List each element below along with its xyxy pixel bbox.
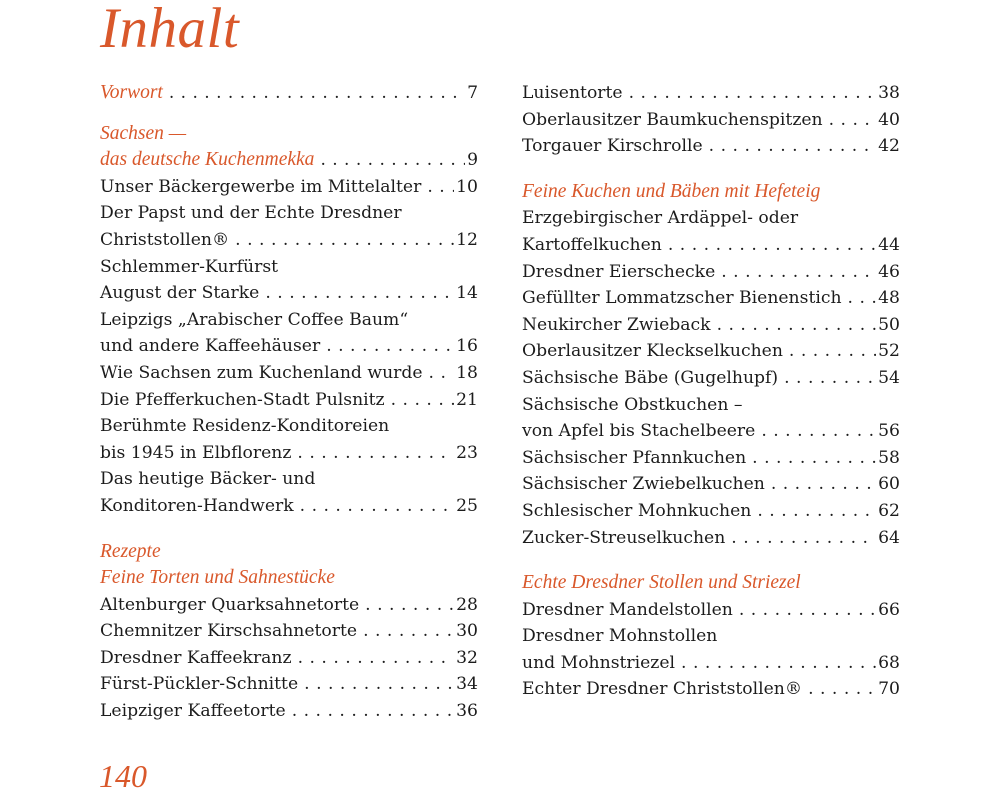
toc-entry[interactable] bbox=[522, 623, 900, 650]
toc-page-number: 18 bbox=[456, 362, 478, 383]
toc-page-number: 36 bbox=[456, 701, 478, 722]
toc-page-number: 38 bbox=[878, 83, 900, 103]
toc-entry[interactable] bbox=[100, 254, 478, 281]
toc-entry[interactable] bbox=[100, 440, 478, 467]
leader-dots bbox=[681, 650, 876, 677]
toc-entry-title: Leipzigs „Arabischer Coffee Baum“ bbox=[100, 309, 409, 330]
toc-entry[interactable] bbox=[522, 365, 900, 392]
toc-entry[interactable] bbox=[522, 338, 900, 365]
toc-page-number: 48 bbox=[878, 288, 900, 309]
toc-entry-title: Schlesischer Mohnkuchen bbox=[522, 500, 752, 521]
toc-page-number: 42 bbox=[878, 136, 900, 157]
toc-entry[interactable] bbox=[522, 418, 900, 445]
toc-entry[interactable] bbox=[522, 205, 900, 232]
toc-entry-title: Unser Bäckergewerbe im Mittelalter bbox=[100, 176, 422, 197]
toc-entry[interactable] bbox=[100, 227, 478, 254]
toc-entry[interactable] bbox=[100, 200, 478, 227]
toc-entry[interactable] bbox=[522, 471, 900, 498]
toc-entry-title: Dresdner Kaffeekranz bbox=[100, 647, 292, 668]
toc-right-column bbox=[522, 80, 900, 703]
toc-entry-title: Erzgebirgischer Ardäppel- oder bbox=[522, 208, 799, 229]
toc-entry[interactable] bbox=[100, 387, 478, 414]
leader-dots bbox=[427, 174, 454, 201]
toc-entry[interactable] bbox=[522, 232, 900, 259]
toc-section-hefeteig bbox=[522, 205, 900, 551]
toc-entry-title: Fürst-Pückler-Schnitte bbox=[100, 674, 299, 695]
leader-dots bbox=[326, 333, 454, 360]
toc-page-number: 66 bbox=[878, 599, 900, 620]
toc-entry-title: Leipziger Kaffeetorte bbox=[100, 701, 286, 722]
leader-dots bbox=[365, 592, 454, 619]
toc-heading-hefeteig[interactable]: Feine Kuchen und Bäben mit Hefeteig bbox=[522, 180, 821, 202]
leader-dots bbox=[784, 365, 876, 392]
toc-entry[interactable] bbox=[522, 650, 900, 677]
toc-page-number: 30 bbox=[456, 621, 478, 642]
leader-dots bbox=[721, 259, 876, 286]
toc-entry-title: Kartoffelkuchen bbox=[522, 234, 662, 255]
toc-entry[interactable] bbox=[100, 466, 478, 493]
toc-heading-rezepte[interactable]: Rezepte bbox=[100, 540, 161, 562]
toc-entry[interactable] bbox=[522, 597, 900, 624]
toc-page-number: 32 bbox=[456, 647, 478, 668]
toc-section-torten bbox=[100, 592, 478, 725]
leader-dots bbox=[235, 227, 454, 254]
toc-page-number: 52 bbox=[878, 341, 900, 362]
leader-dots bbox=[717, 312, 877, 339]
toc-page-number: 28 bbox=[456, 594, 478, 615]
toc-page-number: 12 bbox=[456, 229, 478, 250]
toc-entry-title: Oberlausitzer Baumkuchenspitzen bbox=[522, 109, 823, 130]
leader-dots bbox=[848, 285, 877, 312]
toc-heading-vorwort[interactable] bbox=[100, 80, 478, 107]
toc-entry[interactable] bbox=[100, 592, 478, 619]
toc-page-number: 40 bbox=[878, 109, 900, 130]
leader-dots bbox=[757, 498, 876, 525]
toc-entry-title: von Apfel bis Stachelbeere bbox=[522, 421, 756, 442]
toc-entry[interactable] bbox=[100, 493, 478, 520]
toc-entry-title: Dresdner Mohnstollen bbox=[522, 626, 718, 647]
toc-page-number: 16 bbox=[456, 336, 478, 357]
toc-entry-title: bis 1945 in Elbflorenz bbox=[100, 442, 292, 463]
toc-page-number: 58 bbox=[878, 447, 900, 468]
leader-dots bbox=[829, 107, 877, 134]
toc-entry[interactable] bbox=[522, 392, 900, 419]
toc-page-number: 21 bbox=[456, 389, 478, 410]
toc-entry[interactable] bbox=[100, 333, 478, 360]
toc-entry[interactable] bbox=[522, 285, 900, 312]
toc-entry-title: August der Starke bbox=[100, 283, 260, 304]
toc-entry-title: Zucker-Streuselkuchen bbox=[522, 527, 726, 548]
toc-page-number: 34 bbox=[456, 674, 478, 695]
toc-page-number: 25 bbox=[456, 495, 478, 516]
toc-page-number: 70 bbox=[878, 679, 900, 700]
toc-entry-title: Christstollen® bbox=[100, 229, 230, 250]
toc-entry[interactable] bbox=[100, 307, 478, 334]
toc-page-number: 23 bbox=[456, 442, 478, 463]
toc-page-number: 44 bbox=[878, 234, 900, 255]
toc-page-number: 9 bbox=[467, 150, 478, 171]
toc-page-number: 7 bbox=[467, 83, 478, 103]
leader-dots bbox=[304, 671, 454, 698]
leader-dots bbox=[300, 493, 454, 520]
toc-page-number: 54 bbox=[878, 367, 900, 388]
leader-dots bbox=[297, 440, 454, 467]
leader-dots bbox=[320, 147, 465, 174]
leader-dots bbox=[731, 525, 876, 552]
toc-heading-torten[interactable]: Feine Torten und Sahnestücke bbox=[100, 567, 335, 589]
toc-entry[interactable] bbox=[100, 360, 478, 387]
toc-entry-title: Die Pfefferkuchen-Stadt Pulsnitz bbox=[100, 389, 385, 410]
leader-dots bbox=[789, 338, 876, 365]
toc-entry-title: Dresdner Eierschecke bbox=[522, 261, 716, 282]
toc-entry[interactable] bbox=[522, 525, 900, 552]
leader-dots bbox=[771, 471, 876, 498]
toc-entry-title: Der Papst und der Echte Dresdner bbox=[100, 203, 402, 224]
toc-page-number: 60 bbox=[878, 474, 900, 495]
leader-dots bbox=[752, 445, 876, 472]
page-title: Inhalt bbox=[100, 0, 240, 60]
toc-entry-title: Neukircher Zwieback bbox=[522, 314, 711, 335]
toc-page-number: 46 bbox=[878, 261, 900, 282]
toc-entry-title: Chemnitzer Kirschsahnetorte bbox=[100, 621, 358, 642]
toc-entry-title: Echter Dresdner Christstollen® bbox=[522, 679, 803, 700]
toc-entry-title: Oberlausitzer Kleckselkuchen bbox=[522, 341, 783, 362]
toc-page-number: 68 bbox=[878, 652, 900, 673]
leader-dots bbox=[629, 80, 877, 107]
leader-dots bbox=[363, 618, 454, 645]
toc-heading-stollen[interactable]: Echte Dresdner Stollen und Striezel bbox=[522, 572, 801, 594]
toc-entry[interactable] bbox=[522, 498, 900, 525]
toc-page-number: 10 bbox=[456, 176, 478, 197]
toc-entry[interactable] bbox=[100, 413, 478, 440]
page-number: 140 bbox=[99, 758, 147, 794]
toc-entry-title: Dresdner Mandelstollen bbox=[522, 599, 733, 620]
toc-entry-title: und Mohnstriezel bbox=[522, 652, 676, 673]
toc-entry-title: Torgauer Kirschrolle bbox=[522, 136, 703, 157]
toc-entry[interactable] bbox=[100, 698, 478, 725]
leader-dots bbox=[298, 645, 455, 672]
toc-heading-label: das deutsche Kuchenmekka bbox=[100, 149, 315, 171]
toc-page-number: 14 bbox=[456, 283, 478, 304]
leader-dots bbox=[808, 676, 876, 703]
toc-entry[interactable] bbox=[522, 676, 900, 703]
toc-section-stollen bbox=[522, 597, 900, 703]
toc-heading-sachsen[interactable]: Sachsen — bbox=[100, 122, 187, 144]
toc-entry-title: Wie Sachsen zum Kuchenland wurde bbox=[100, 362, 423, 383]
toc-entry[interactable] bbox=[522, 259, 900, 286]
leader-dots bbox=[739, 597, 876, 624]
leader-dots bbox=[265, 280, 454, 307]
toc-page-number: 62 bbox=[878, 500, 900, 521]
toc-page-number: 50 bbox=[878, 314, 900, 335]
toc-left-column bbox=[100, 80, 478, 725]
toc-entry-title: Altenburger Quarksahnetorte bbox=[100, 594, 360, 615]
leader-dots bbox=[292, 698, 454, 725]
toc-heading-kuchenmekka[interactable] bbox=[100, 147, 478, 174]
leader-dots bbox=[429, 360, 455, 387]
toc-entry[interactable] bbox=[100, 618, 478, 645]
toc-section-sachsen bbox=[100, 174, 478, 520]
leader-dots bbox=[668, 232, 876, 259]
toc-entry[interactable] bbox=[100, 174, 478, 201]
toc-entry-title: Sächsische Obstkuchen – bbox=[522, 394, 743, 415]
toc-entry-title: Sächsischer Pfannkuchen bbox=[522, 447, 747, 468]
toc-entry[interactable] bbox=[100, 645, 478, 672]
toc-entry[interactable] bbox=[522, 445, 900, 472]
toc-entry[interactable] bbox=[522, 80, 900, 107]
toc-entry[interactable] bbox=[522, 133, 900, 160]
leader-dots bbox=[169, 80, 465, 107]
leader-dots bbox=[391, 387, 455, 414]
leader-dots bbox=[709, 133, 876, 160]
toc-heading-label: Vorwort bbox=[100, 82, 163, 103]
toc-entry-title: Sächsischer Zwiebelkuchen bbox=[522, 474, 765, 495]
toc-page-number: 64 bbox=[878, 527, 900, 548]
toc-entry-title: Gefüllter Lommatzscher Bienenstich bbox=[522, 288, 842, 309]
toc-page-number: 56 bbox=[878, 421, 900, 442]
toc-entry-title: und andere Kaffeehäuser bbox=[100, 336, 321, 357]
toc-entry-title: Schlemmer-Kurfürst bbox=[100, 256, 279, 277]
toc-entry-title: Luisentorte bbox=[522, 83, 623, 103]
toc-entry[interactable] bbox=[522, 107, 900, 134]
toc-section-torten-continued bbox=[522, 80, 900, 160]
toc-entry[interactable] bbox=[100, 671, 478, 698]
toc-entry-title: Konditoren-Handwerk bbox=[100, 495, 294, 516]
leader-dots bbox=[761, 418, 876, 445]
toc-entry-title: Das heutige Bäcker- und bbox=[100, 469, 316, 490]
toc-entry-title: Sächsische Bäbe (Gugelhupf) bbox=[522, 367, 779, 388]
toc-entry[interactable] bbox=[522, 312, 900, 339]
toc-entry-title: Berühmte Residenz-Konditoreien bbox=[100, 416, 390, 437]
toc-entry[interactable] bbox=[100, 280, 478, 307]
